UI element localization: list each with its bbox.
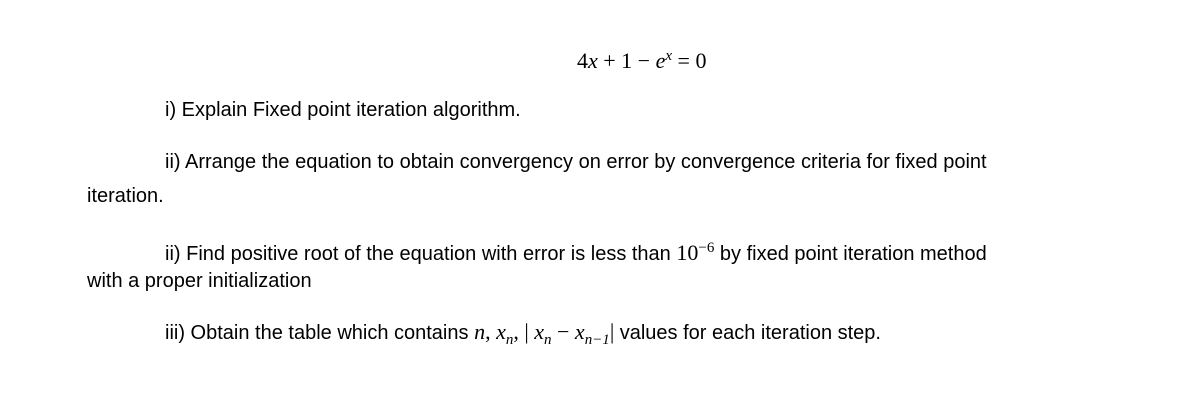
q4-x-sub: n (505, 332, 514, 348)
q3-tolerance-exponent: −6 (698, 240, 715, 256)
question-2-line-2: iteration. (87, 185, 164, 207)
question-2-line-1: ii) Arrange the equation to obtain convergency on error by convergence criteria for fixed point (165, 151, 987, 173)
q4-x2: x (534, 319, 544, 344)
q4-x3-sub: n−1 (584, 332, 610, 348)
q4-comma-bar: , | (513, 319, 535, 344)
q4-text-before: iii) Obtain the table which contains (165, 322, 475, 344)
question-3-line-1 (165, 236, 987, 266)
eq-variable: x (588, 48, 598, 73)
q4-text-after: values for each iteration step. (619, 322, 881, 344)
q3-tolerance (676, 240, 714, 265)
eq-exp-base: e (655, 48, 666, 73)
question-3-line-2: with a proper initialization (87, 270, 312, 292)
q3-text-before: ii) Find positive root of the equation with error is less than (165, 243, 677, 265)
q4-comma: , (485, 319, 497, 344)
eq-exponent: x (665, 48, 673, 64)
eq-middle: + 1 − (597, 48, 656, 73)
question-4 (165, 320, 881, 352)
q4-bar: | (609, 319, 620, 344)
eq-coefficient: 4 (577, 48, 588, 73)
q4-x2-sub: n (544, 332, 552, 348)
question-1: i) Explain Fixed point iteration algorithm. (165, 99, 521, 121)
q4-math (474, 319, 620, 348)
equation (577, 44, 706, 73)
q3-text-after: by fixed point iteration method (714, 243, 987, 265)
q4-minus: − (551, 319, 575, 344)
q4-x: x (496, 319, 506, 344)
q3-tolerance-base: 10 (676, 240, 699, 265)
q4-x3: x (574, 319, 585, 344)
eq-rhs: = 0 (672, 48, 707, 73)
q4-n: n (474, 319, 486, 344)
